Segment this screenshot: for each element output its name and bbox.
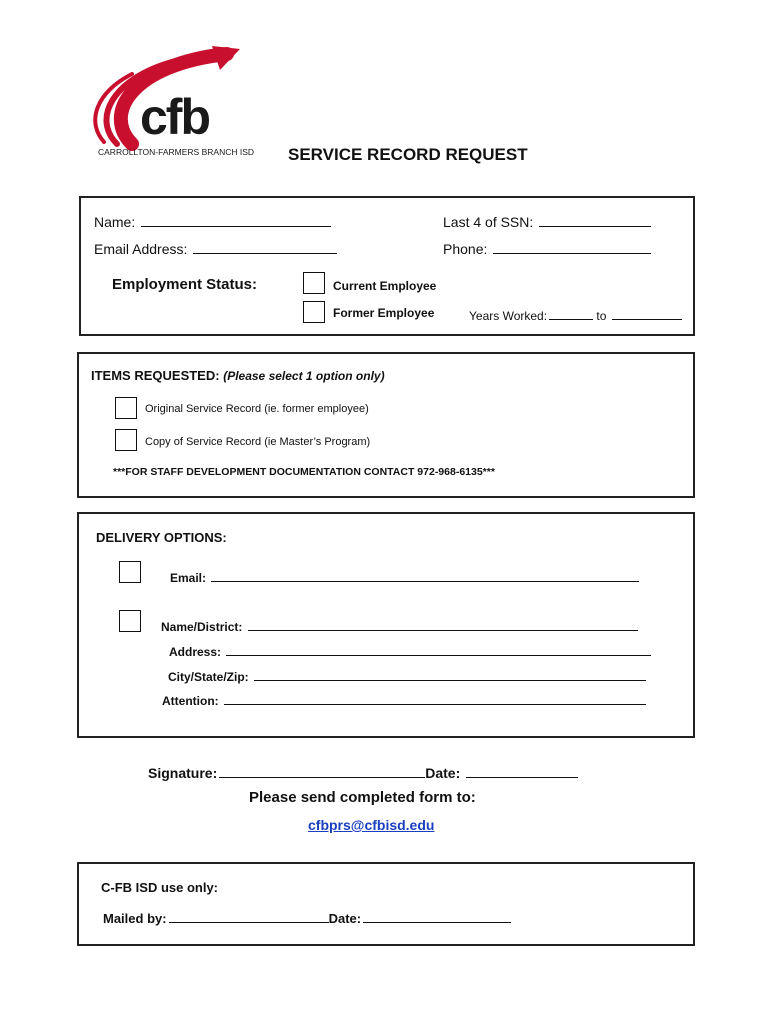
years-worked-label: Years Worked:: [469, 309, 548, 323]
address-field[interactable]: [226, 642, 651, 656]
items-hint: (Please select 1 option only): [223, 369, 385, 383]
name-district-label: Name/District:: [161, 620, 243, 634]
name-field[interactable]: [141, 213, 331, 227]
signature-label: Signature:: [148, 765, 218, 781]
items-heading: ITEMS REQUESTED:: [91, 368, 220, 383]
city-state-zip-label: City/State/Zip:: [168, 670, 249, 684]
attention-label: Attention:: [162, 694, 219, 708]
former-employee-label: Former Employee: [333, 306, 435, 320]
current-employee-label: Current Employee: [333, 279, 437, 293]
office-date-field[interactable]: [363, 909, 511, 923]
send-email-link[interactable]: cfbprs@cfbisd.edu: [308, 817, 435, 833]
logo-mark: cfb: [140, 89, 209, 145]
mailed-by-field[interactable]: [169, 909, 329, 923]
office-use-section: [77, 862, 695, 946]
ssn-field[interactable]: [539, 213, 651, 227]
signature-date-field[interactable]: [466, 764, 578, 778]
page-title: SERVICE RECORD REQUEST: [288, 145, 528, 164]
items-requested-section: [77, 352, 695, 498]
delivery-email-field[interactable]: [211, 568, 639, 582]
delivery-options-section: [77, 512, 695, 738]
employment-status-label: Employment Status:: [112, 276, 258, 293]
office-heading: C-FB ISD use only:: [101, 880, 219, 895]
email-label: Email Address:: [94, 241, 188, 257]
years-from-field[interactable]: [549, 306, 593, 320]
name-label: Name:: [94, 214, 136, 230]
city-state-zip-field[interactable]: [254, 667, 646, 681]
copy-record-label: Copy of Service Record (ie Master’s Program): [145, 436, 371, 448]
years-to-label: to: [596, 309, 607, 323]
years-to-field[interactable]: [612, 306, 682, 320]
email-field[interactable]: [193, 240, 337, 254]
former-employee-checkbox[interactable]: [303, 301, 325, 323]
staff-development-note: ***FOR STAFF DEVELOPMENT DOCUMENTATION CONTACT 972-968-6135***: [113, 466, 495, 478]
original-record-label: Original Service Record (ie. former employee): [145, 403, 369, 415]
personal-info-section: [79, 196, 695, 336]
current-employee-checkbox[interactable]: [303, 272, 325, 294]
name-district-field[interactable]: [248, 617, 638, 631]
logo: [92, 44, 255, 162]
delivery-email-label: Email:: [170, 571, 207, 585]
original-record-checkbox[interactable]: [115, 397, 137, 419]
signature-date-label: Date:: [425, 765, 461, 781]
mailed-by-label: Mailed by:: [103, 911, 167, 926]
ssn-label: Last 4 of SSN:: [443, 214, 534, 230]
signature-field[interactable]: [219, 764, 425, 778]
delivery-mail-checkbox[interactable]: [119, 610, 141, 632]
logo-tagline: CARROLLTON-FARMERS BRANCH ISD: [98, 147, 255, 157]
send-heading: Please send completed form to:: [249, 789, 476, 806]
phone-field[interactable]: [493, 240, 651, 254]
delivery-heading: DELIVERY OPTIONS:: [96, 530, 227, 545]
attention-field[interactable]: [224, 691, 646, 705]
address-label: Address:: [169, 645, 222, 659]
office-date-label: Date:: [328, 911, 362, 926]
phone-label: Phone:: [443, 241, 488, 257]
delivery-email-checkbox[interactable]: [119, 561, 141, 583]
copy-record-checkbox[interactable]: [115, 429, 137, 451]
